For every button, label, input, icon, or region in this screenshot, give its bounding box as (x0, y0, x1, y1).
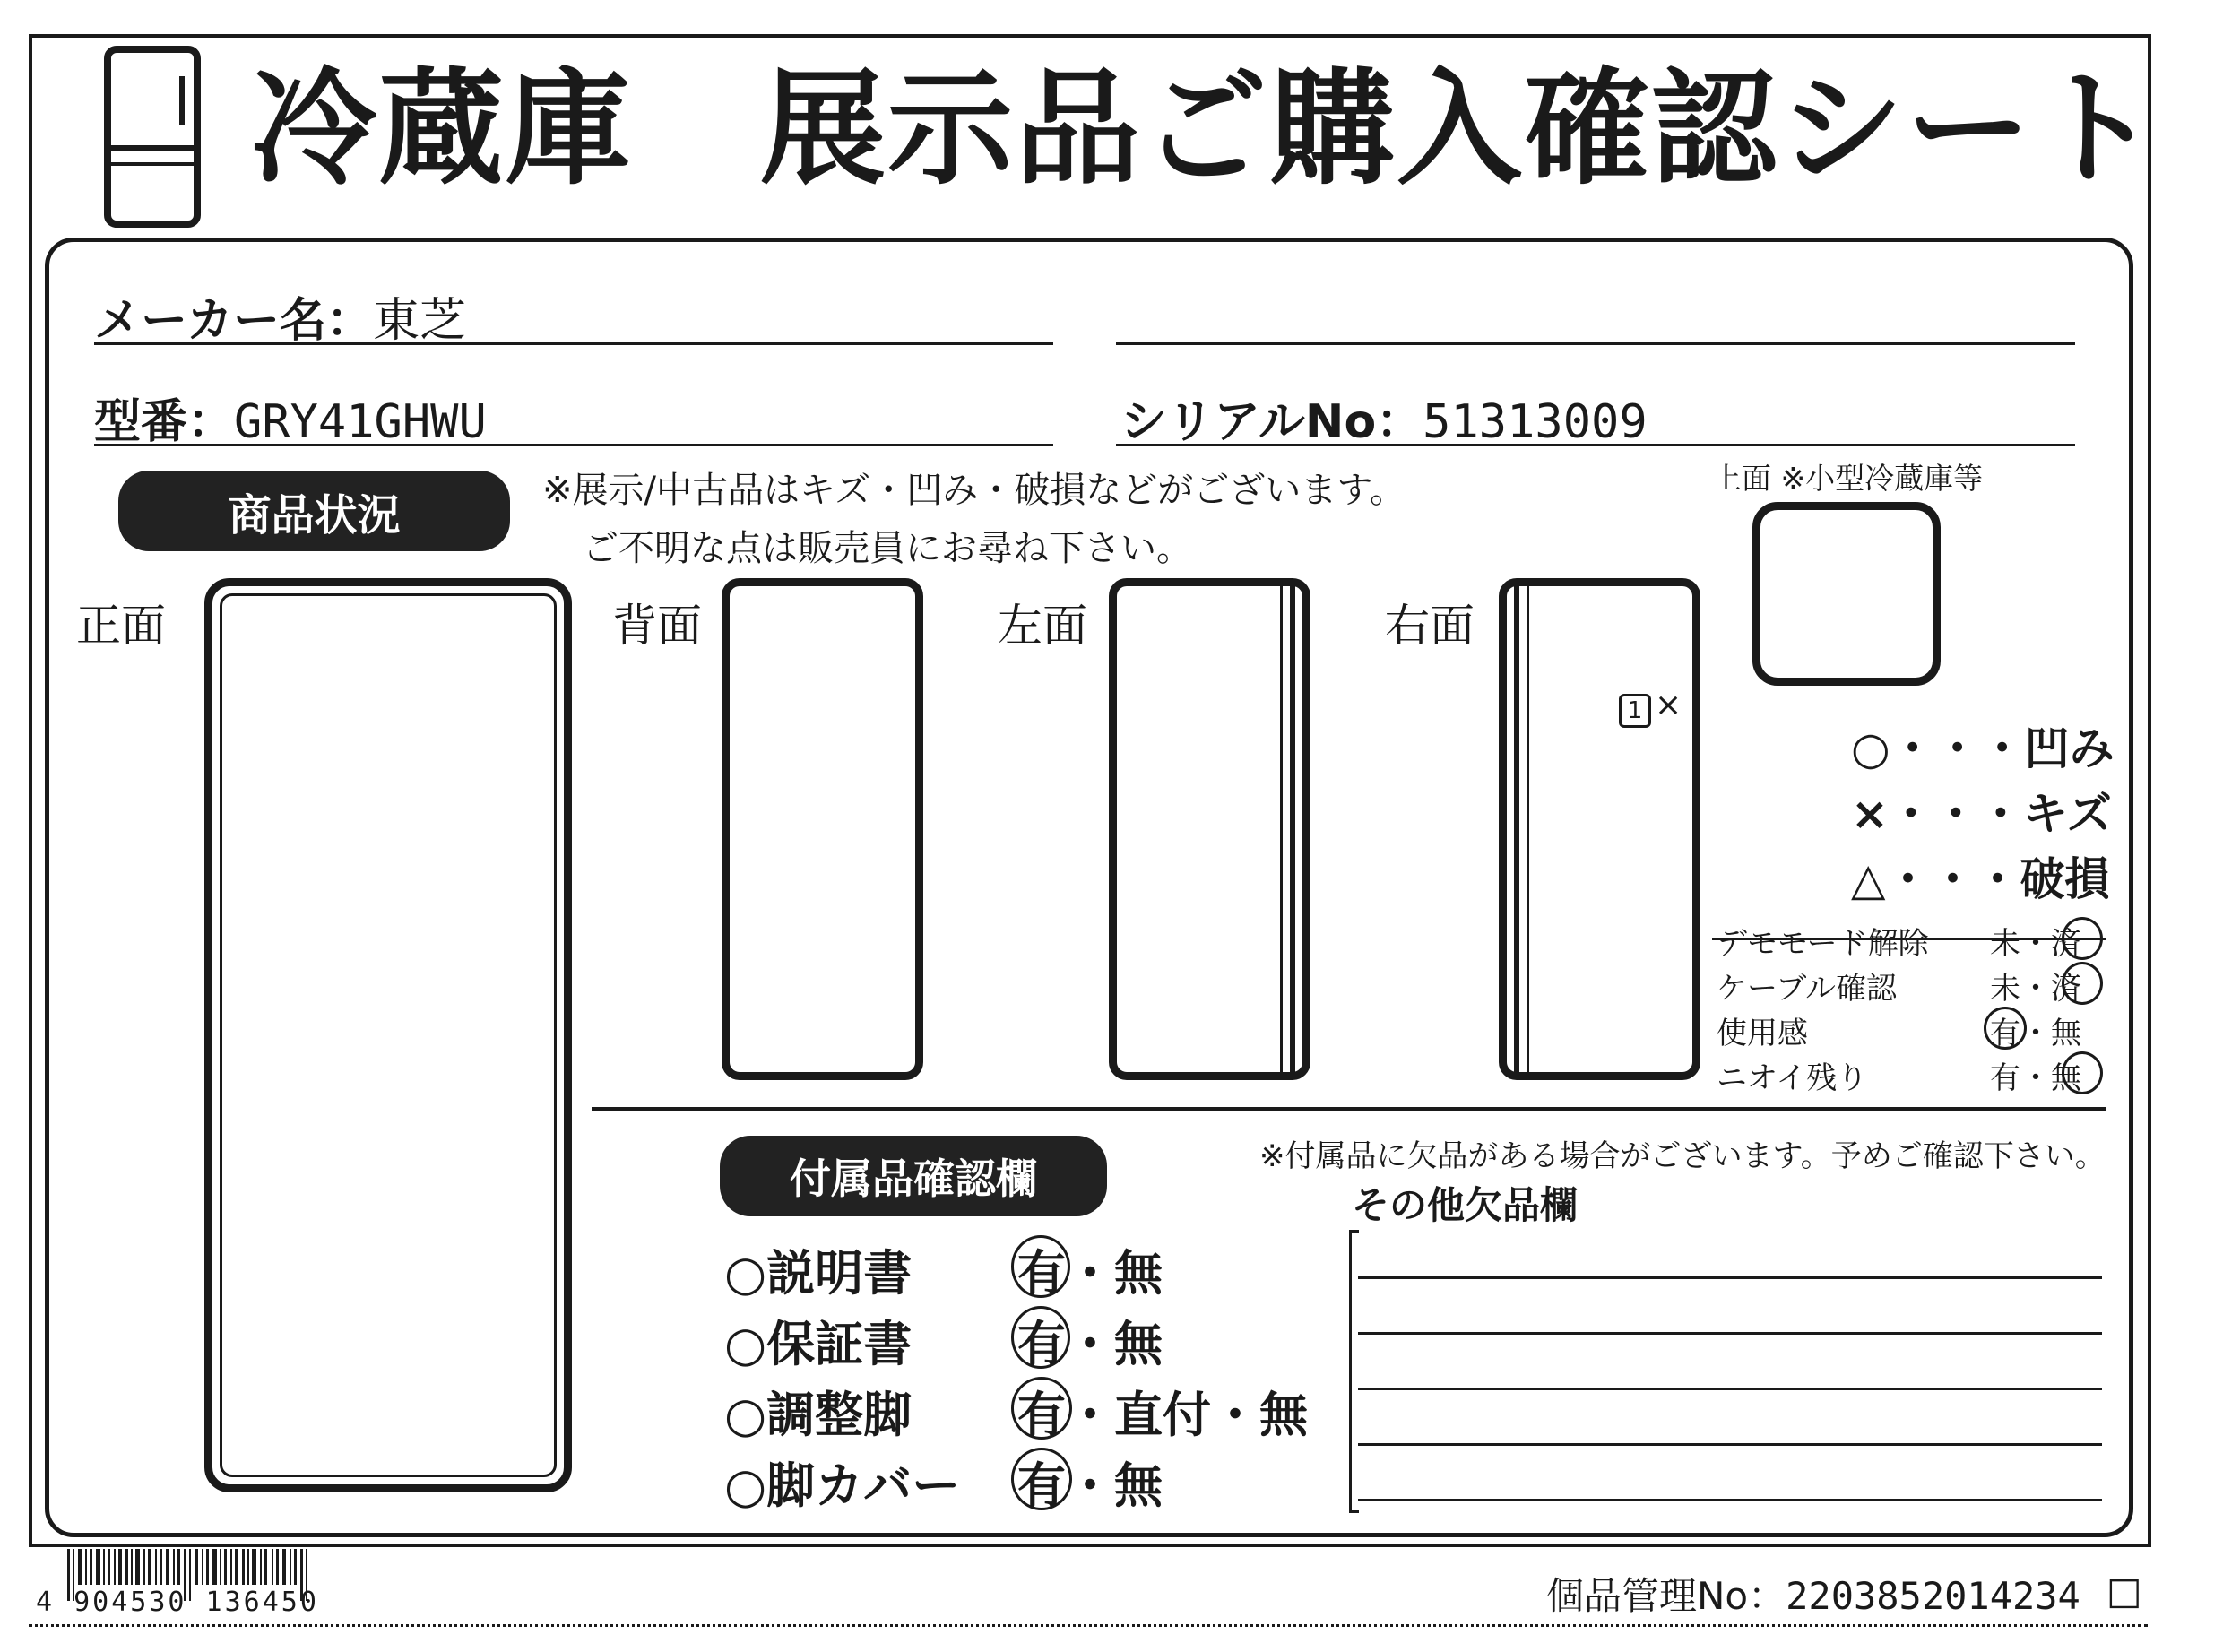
accessory-manual-options[interactable]: 有・無 (1017, 1245, 1163, 1302)
left-view-box[interactable] (1109, 578, 1310, 1080)
accessory-foot-cover-label: ○脚カバー (724, 1457, 961, 1514)
check-usage-label: 使用感 (1717, 1016, 1808, 1051)
legend-damage (1851, 843, 2109, 908)
other-missing-line[interactable] (1358, 1276, 2102, 1279)
right-view-edge-inner (1527, 586, 1529, 1072)
maker-row (94, 282, 466, 350)
check-cable-options[interactable]: 未・済 (1990, 971, 2081, 1007)
damage-mark-scratch: × (1655, 687, 1682, 723)
refrigerator-icon (103, 45, 202, 229)
page-title: 冷蔵庫 展示品ご購入確認シート (251, 56, 2161, 203)
back-view-label: 背面 (612, 600, 702, 652)
check-odor-options[interactable]: 有・無 (1990, 1060, 2081, 1096)
foot-cover-selected-circle (1011, 1448, 1072, 1510)
top-view-box[interactable] (1752, 502, 1941, 686)
manual-selected-circle (1011, 1235, 1070, 1298)
accessories-header: 付属品確認欄 (720, 1136, 1107, 1216)
accessory-feet-options[interactable]: 有・直付・無 (1017, 1387, 1308, 1443)
barcode-number: 4 904530 136450 (36, 1587, 319, 1618)
maker-value: 東芝 (372, 294, 466, 348)
front-view-inner (220, 593, 557, 1477)
odor-selected-circle (2062, 1051, 2103, 1094)
condition-notice-2: ご不明な点は販売員にお尋ね下さい。 (583, 528, 1192, 569)
model-underline (94, 444, 1053, 446)
legend-dent (1851, 713, 2115, 777)
accessory-warranty-options[interactable]: 有・無 (1017, 1316, 1163, 1372)
back-view-box[interactable] (722, 578, 923, 1080)
serial-label: シリアルNo： (1120, 395, 1423, 449)
serial-value: 51313009 (1423, 395, 1648, 449)
blank-underline (1116, 342, 2075, 345)
demo-mode-strike (1712, 938, 2106, 940)
model-label: 型番： (94, 395, 235, 449)
check-odor-label: ニオイ残り (1717, 1060, 1868, 1096)
maker-label: メーカー名： (94, 294, 373, 348)
circle-icon: ○ (1851, 722, 1890, 774)
section-divider (592, 1107, 2106, 1111)
accessory-foot-cover-options[interactable]: 有・無 (1017, 1457, 1163, 1514)
other-missing-line[interactable] (1358, 1332, 2102, 1335)
right-view-box[interactable] (1499, 578, 1700, 1080)
condition-notice-1: ※展示/中古品はキズ・凹み・破損などがございます。 (542, 470, 1406, 511)
feet-selected-circle (1011, 1377, 1072, 1440)
damage-mark-number: 1 (1619, 694, 1651, 728)
usage-selected-circle (1984, 1007, 2027, 1050)
demo-mode-selected-circle (2062, 917, 2103, 960)
accessory-feet-label: ○調整脚 (724, 1387, 913, 1443)
accessory-manual-label: ○説明書 (724, 1245, 913, 1302)
other-missing-line[interactable] (1358, 1388, 2102, 1390)
check-usage-options[interactable]: 有・無 (1990, 1016, 2081, 1051)
check-demo-mode-options[interactable]: 未・済 (1990, 926, 2081, 962)
warranty-selected-circle (1011, 1306, 1070, 1369)
check-demo-mode-label: デモモード解除 (1717, 926, 1929, 962)
cable-selected-circle (2062, 962, 2103, 1005)
right-view-edge (1514, 586, 1519, 1072)
footer-checkbox[interactable]: □ (2106, 1569, 2142, 1613)
left-view-label: 左面 (998, 600, 1087, 652)
model-row (94, 384, 487, 451)
accessory-warranty-label: ○保証書 (724, 1316, 913, 1372)
item-no-label: 個品管理No： (1546, 1574, 1786, 1618)
accessories-notice: ※付属品に欠品がある場合がございます。予めご確認下さい。 (1259, 1138, 2106, 1174)
legend-scratch-label: ・・・キズ (1888, 788, 2112, 840)
left-view-edge (1290, 586, 1295, 1072)
left-view-edge-inner (1280, 586, 1283, 1072)
cross-icon: × (1851, 788, 1889, 840)
legend-dent-label: ・・・凹み (1890, 722, 2115, 774)
right-view-label: 右面 (1385, 600, 1475, 652)
front-view-box[interactable] (204, 578, 572, 1492)
item-no-row (1546, 1567, 2080, 1621)
check-cable-label: ケーブル確認 (1717, 971, 1897, 1007)
maker-underline (94, 342, 1053, 345)
legend-damage-label: ・・・破損 (1885, 853, 2110, 905)
other-missing-line[interactable] (1358, 1443, 2102, 1446)
condition-header: 商品状況 (118, 471, 510, 551)
front-view-label: 正面 (76, 600, 166, 652)
other-missing-bracket (1349, 1230, 1359, 1513)
top-view-label: 上面 ※小型冷蔵庫等 (1712, 461, 1984, 496)
serial-row (1120, 384, 1648, 451)
footer-dotted-line (29, 1624, 2148, 1627)
triangle-icon: △ (1851, 853, 1886, 905)
legend-scratch (1851, 778, 2112, 843)
serial-underline (1116, 444, 2075, 446)
other-missing-line[interactable] (1358, 1499, 2102, 1501)
item-no-value: 2203852014234 (1786, 1574, 2080, 1618)
model-value: GRY41GHWU (234, 395, 487, 449)
other-missing-label: その他欠品欄 (1352, 1183, 1579, 1227)
